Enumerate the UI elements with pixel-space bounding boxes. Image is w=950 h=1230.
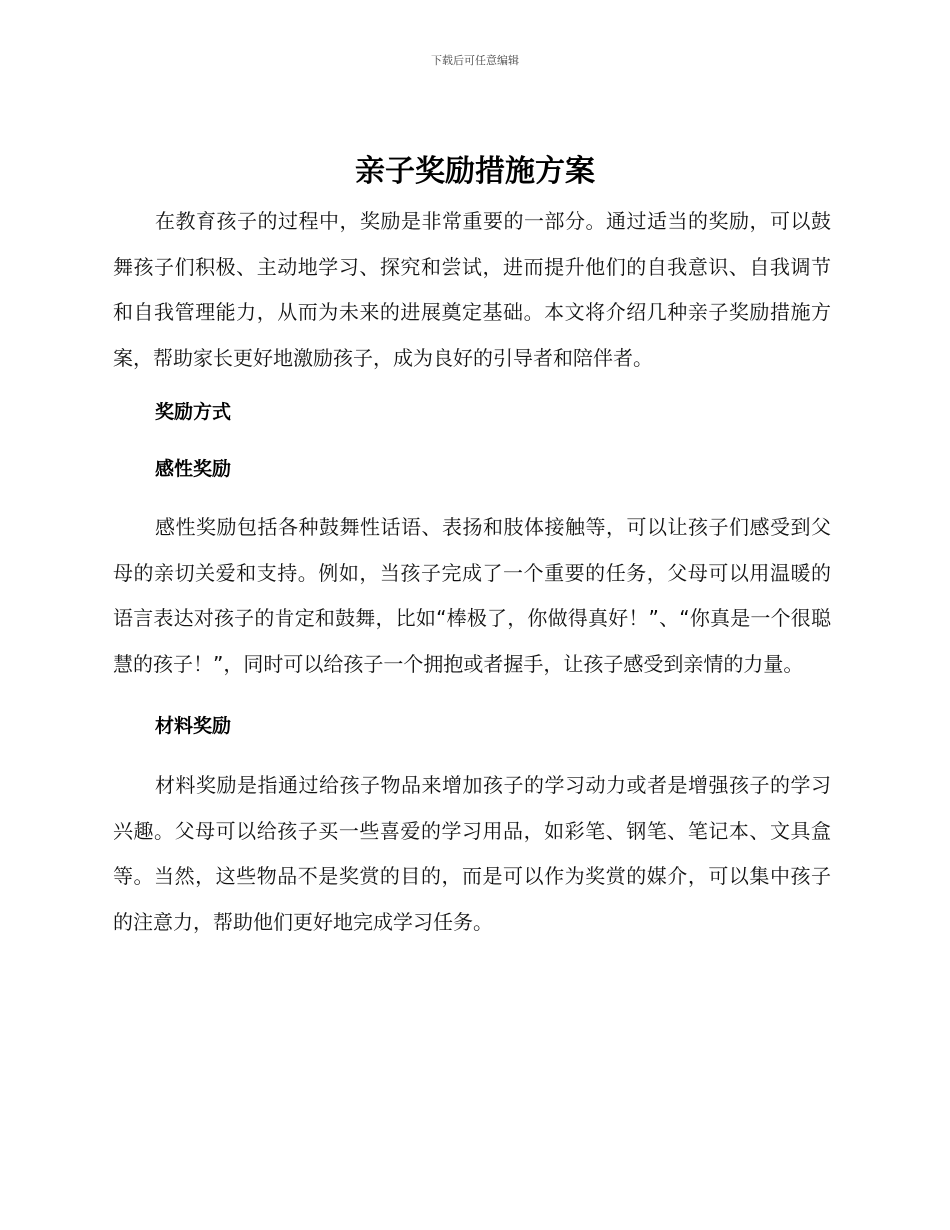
emotional-reward-paragraph: 感性奖励包括各种鼓舞性话语、表扬和肢体接触等，可以让孩子们感受到父母的亲切关爱和支持。例如，当孩子完成了一个重要的任务，父母可以用温暖的语言表达对孩子的肯定和鼓舞，比如“棒极了，你做得真好！”、“你真是一个很聪慧的孩子！”，同时可以给孩子一个拥抱或者握手，让孩子感受到亲情的力量。 — [113, 515, 831, 676]
intro-paragraph: 在教育孩子的过程中，奖励是非常重要的一部分。通过适当的奖励，可以鼓舞孩子们积极、主动地学习、探究和尝试，进而提升他们的自我意识、自我调节和自我管理能力，从而为未来的进展奠定基础。本文将介绍几种亲子奖励措施方案，帮助家长更好地激励孩子，成为良好的引导者和陪伴者。 — [113, 209, 831, 370]
document-body — [113, 199, 831, 945]
section-heading-reward-methods: 奖励方式 — [155, 401, 232, 423]
section-heading-material-reward: 材料奖励 — [155, 715, 232, 737]
section-heading-emotional-reward: 感性奖励 — [155, 458, 232, 480]
document-title: 亲子奖励措施方案 — [355, 154, 595, 189]
page-header-note: 下载后可任意编辑 — [431, 54, 519, 67]
material-reward-paragraph: 材料奖励是指通过给孩子物品来增加孩子的学习动力或者是增强孩子的学习兴趣。父母可以给孩子买一些喜爱的学习用品，如彩笔、钢笔、笔记本、文具盒等。当然，这些物品不是奖赏的目的，而是可以作为奖赏的媒介，可以集中孩子的注意力，帮助他们更好地完成学习任务。 — [113, 773, 831, 934]
